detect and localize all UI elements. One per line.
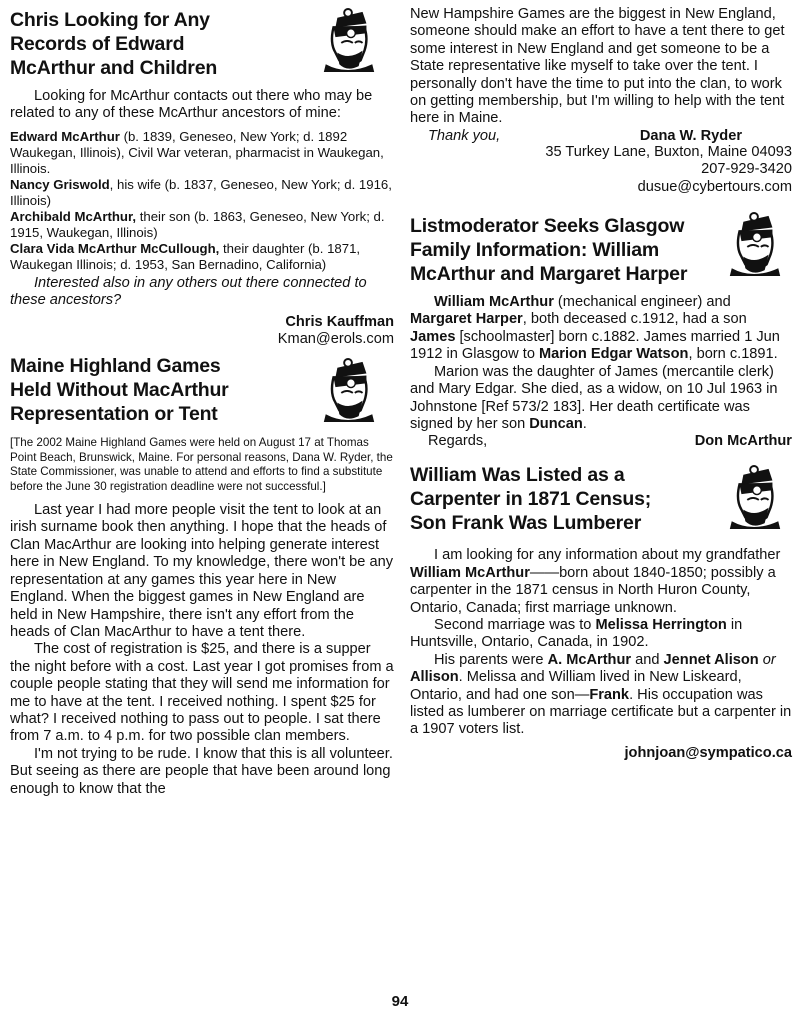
signer-email: Kman@erols.com	[277, 331, 394, 348]
title-line: Chris Looking for Any	[10, 9, 210, 31]
signer-address: 35 Turkey Lane, Buxton, Maine 04093	[545, 143, 792, 160]
article-glasgow-family	[410, 214, 792, 449]
body-paragraph: Last year I had more people visit the tent to look at an irish surname book then anything. I hope that the heads of Clan MacArthur are looking into helping generate interest here in New England. To my knowledge, there won't be any representation at any games this year here in New England. When the biggest games in New England are held in New Hampshire, there isn't any effort from the heads of Clan MacArthur to have a tent there.	[10, 502, 393, 640]
page-number: 94	[391, 993, 409, 1010]
title-line: William Was Listed as a	[410, 464, 625, 487]
title-line: Family Information: William	[410, 239, 660, 262]
ancestor-entry: Nancy Griswold, his wife (b. 1837, Geneseo, New York; d. 1916, Illinois)	[10, 176, 392, 208]
body-paragraph: The cost of registration is $25, and there is a supper the night before with a cost. Last year I got promises from a couple people stating that they will send me information for me to have at the tent. I received nothing. I spent $25 for what? I received nothing to pass out to people. I sat there from 7 a.m. to 4 p.m. for two possible clan members.	[10, 641, 394, 745]
title-line: McArthur and Children	[10, 57, 218, 79]
signer-name: Dana W. Ryder	[639, 127, 742, 144]
clansman-crest-icon	[318, 4, 380, 74]
intro-paragraph: Looking for McArthur contacts out there who may be related to any of these McArthur ancestors of mine:	[10, 88, 373, 122]
ancestor-entry: Clara Vida McArthur McCullough, their daughter (b. 1871, Waukegan Illinois; d. 1953, San Bernadino, California)	[10, 240, 361, 272]
article-maine-games-continued	[410, 0, 792, 196]
article-chris-kauffman	[10, 0, 394, 348]
clansman-crest-icon	[724, 461, 786, 531]
title-line: Representation or Tent	[10, 403, 218, 426]
signer-name: Chris Kauffman	[285, 313, 394, 330]
body-paragraph: Marion was the daughter of James (mercantile clerk) and Mary Edgar. She died, as a widow, on 10 Jul 1963 in Johnstone [Ref 573/2 183]. Her death certificate was signed by her son Duncan.	[410, 363, 778, 432]
body-paragraph: Second marriage was to Melissa Herrington in Huntsville, Ontario, Canada, in 1902.	[410, 616, 743, 651]
ancestor-entry: Archibald McArthur, their son (b. 1863, Geneseo, New York; d. 1915, Waukegan, Illinois)	[10, 208, 385, 240]
body-paragraph: I am looking for any information about my grandfather William McArthur——born about 1840-1850; possibly a carpenter in the 1871 census in North Huron County, Ontario, Canada; first marriage unknown.	[410, 547, 781, 616]
body-paragraph: William McArthur (mechanical engineer) and Margaret Harper, both deceased c.1912, had a son James [schoolmaster] born c.1882. James married 1 Jun 1912 in Glasgow to Marion Edgar Watson, born c.1891.	[410, 294, 780, 363]
left-column	[10, 0, 394, 798]
regards-text: Regards,	[428, 433, 488, 450]
signer-email: johnjoan@sympatico.ca	[624, 744, 792, 761]
signer-phone: 207-929-3420	[701, 161, 792, 178]
article-maine-games	[10, 354, 394, 798]
title-line: Maine Highland Games	[10, 355, 221, 378]
ancestor-entry: Edward McArthur (b. 1839, Geneseo, New York; d. 1892 Waukegan, Illinois), Civil War veteran, pharmacist in Waukegan, Illinois.	[10, 128, 384, 176]
title-line: Listmoderator Seeks Glasgow	[410, 215, 685, 238]
editor-note: [The 2002 Maine Highland Games were held on August 17 at Thomas Point Beach, Brunswick, Maine. For personal reasons, Dana W. Ryder, the State Commissioner, was unable to attend and efforts to find a substitute before the June 30 registration deadline were not successful.]	[10, 436, 393, 493]
title-line: McArthur and Margaret Harper	[410, 263, 688, 286]
clansman-crest-icon	[724, 208, 786, 278]
right-column	[410, 0, 792, 762]
closing-paragraph: Interested also in any others out there connected to these ancestors?	[10, 274, 367, 309]
signer-email: dusue@cybertours.com	[637, 178, 792, 195]
body-paragraph: I'm not trying to be rude. I know that this is all volunteer. But seeing as there are people that have been around long enough to know that the	[10, 745, 393, 797]
signer-name: Don McArthur	[694, 433, 792, 450]
body-paragraph: New Hampshire Games are the biggest in New England, someone should make an effort to have a tent there to get some interest in New England and get someone to be a State representative like myself to take over the tent. I personally don't have the time to put into the clan, to work on getting membership, but I'm willing to help with the tent here in Maine.	[410, 6, 785, 127]
body-paragraph: His parents were A. McArthur and Jennet Alison or Allison. Melissa and William lived in New Liskeard, Ontario, and had one son—Frank. His occupation was listed as lumberer on marriage certificate but a carpenter in a 1907 voters list.	[410, 651, 792, 738]
thanks-text: Thank you,	[428, 127, 501, 144]
title-line: Son Frank Was Lumberer	[410, 512, 642, 535]
clansman-crest-icon	[318, 354, 380, 424]
title-line: Held Without MacArthur	[10, 379, 229, 402]
title-line: Records of Edward	[10, 33, 185, 55]
article-1871-census	[410, 463, 792, 762]
title-line: Carpenter in 1871 Census;	[410, 488, 652, 511]
